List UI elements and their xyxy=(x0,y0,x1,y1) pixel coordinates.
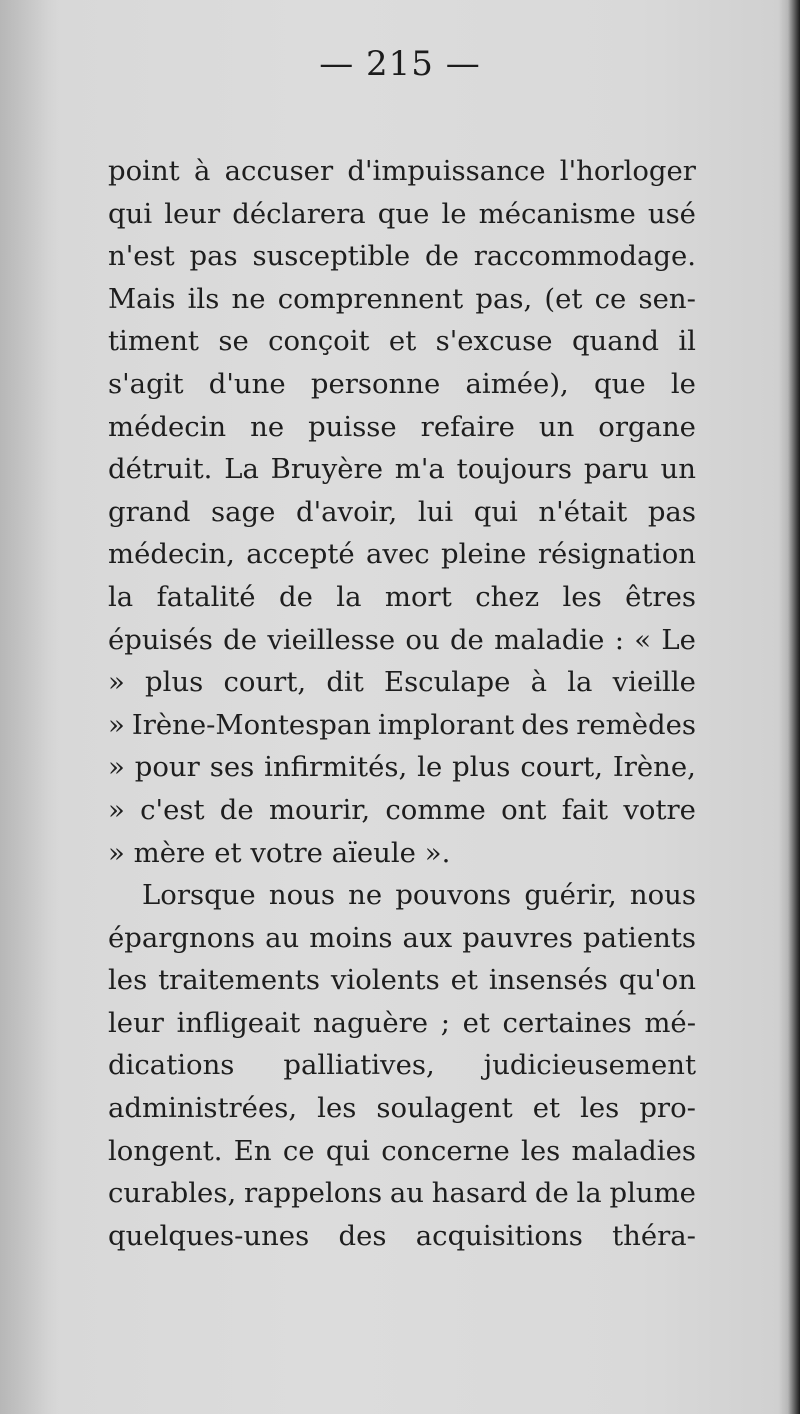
text-line: longent. En ce qui concerne les maladies xyxy=(108,1134,696,1167)
text-line: leur infligeait naguère ; et certaines mé- xyxy=(108,1006,696,1039)
text-line: s'agit d'une personne aimée), que le xyxy=(108,367,696,400)
text-line: détruit. La Bruyère m'a toujours paru un xyxy=(108,453,696,486)
text-line: grand sage d'avoir, lui qui n'était pas xyxy=(108,495,696,528)
text-line: administrées, les soulagent et les pro- xyxy=(108,1092,696,1125)
page-edge-shadow xyxy=(778,0,800,1414)
text-line: médecin ne puisse refaire un organe xyxy=(108,410,696,443)
text-line: quelques-unes des acquisitions théra- xyxy=(108,1219,696,1252)
page-number: — 215 — xyxy=(319,44,481,84)
text-line: épuisés de vieillesse ou de maladie : « Le xyxy=(108,623,696,656)
text-line: Mais ils ne comprennent pas, (et ce sen- xyxy=(108,282,696,315)
text-line: » plus court, dit Esculape à la vieille xyxy=(108,666,696,699)
text-line: » c'est de mourir, comme ont fait votre xyxy=(108,793,696,826)
text-line: » pour ses infirmités, le plus court, Irène, xyxy=(108,751,696,784)
text-line: n'est pas susceptible de raccommodage. xyxy=(108,240,696,273)
text-line: point à accuser d'impuissance l'horloger xyxy=(108,155,696,187)
text-line: » mère et votre aïeule ». xyxy=(108,836,451,869)
text-line: timent se conçoit et s'excuse quand il xyxy=(108,325,696,358)
text-line: médecin, accepté avec pleine résignation xyxy=(108,538,696,571)
text-line: qui leur déclarera que le mécanisme usé xyxy=(108,197,696,230)
text-line: la fatalité de la mort chez les êtres xyxy=(108,580,696,613)
body-text xyxy=(108,150,696,1257)
text-line: épargnons au moins aux pauvres patients xyxy=(108,921,696,954)
text-line: » Irène-Montespan implorant des remèdes xyxy=(108,708,696,741)
text-line: les traitements violents et insensés qu'on xyxy=(108,964,696,997)
text-line: curables, rappelons au hasard de la plume xyxy=(108,1177,696,1210)
text-line: dications palliatives, judicieusement xyxy=(108,1049,696,1082)
page-gutter-shadow xyxy=(0,0,60,1414)
text-line: Lorsque nous ne pouvons guérir, nous xyxy=(142,879,696,912)
